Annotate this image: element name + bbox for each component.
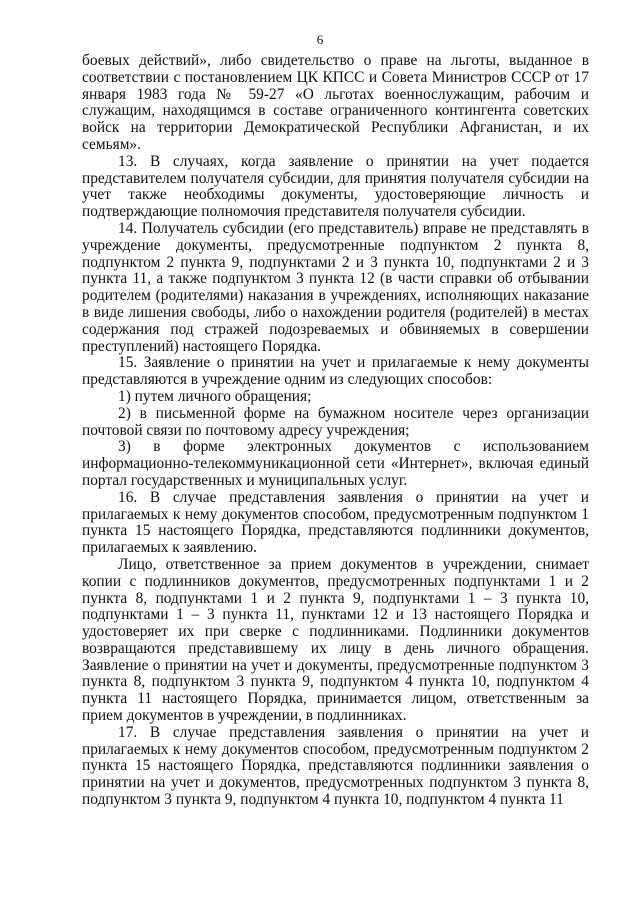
- document-body: [82, 53, 589, 809]
- paragraph-14: 14. Получатель субсидии (его представитель) вправе не представлять в учреждение документы, предусмотренные подпунктом 2 пункта 8, подпунктом 2 пункта 9, подпунктами 2 и 3 пункта 10, подпунктами 2 и 3 пункта 11, а также подпунктом 3 пункта 12 (в части справки об отбывании родителем (родителями) наказания в учреждениях, исполняющих наказание в виде лишения свободы, либо о нахождении родителя (родителей) в местах содержания под стражей подозреваемых и обвиняемых в совершении преступлений) настоящего Порядка.: [82, 219, 589, 355]
- paragraph-15-item-1: 1) путем личного обращения;: [118, 387, 312, 405]
- paragraph-15: 15. Заявление о принятии на учет и прилагаемые к нему документы представляются в учреждение одним из следующих способов:: [82, 354, 589, 389]
- paragraph-16-continued: Лицо, ответственное за прием документов в учреждении, снимает копии с подлинников документов, предусмотренных подпунктами 1 и 2 пункта 8, подпунктами 1 и 2 пункта 9, подпунктами 1 – 3 пункта 10, подпунктами 1 – 3 пункта 11, пунктами 12 и 13 настоящего Порядка и удостоверяет их при сверке с подлинниками. Подлинники документов возвращаются представившему их лицу в день личного обращения. Заявление о принятии на учет и документы, предусмотренные подпунктом 3 пункта 8, подпунктом 3 пункта 9, подпунктом 4 пункта 10, подпунктом 4 пункта 11 настоящего Порядка, принимается лицом, ответственным за прием документов в учреждении, в подлинниках.: [82, 555, 589, 725]
- paragraph-16: 16. В случае представления заявления о принятии на учет и прилагаемых к нему документов способом, предусмотренным подпунктом 1 пункта 15 настоящего Порядка, представляются подлинники документов, прилагаемых к заявлению.: [82, 488, 589, 557]
- paragraph-15-item-2: 2) в письменной форме на бумажном носителе через организации почтовой связи по почтовому адресу учреждения;: [82, 404, 589, 439]
- paragraph-17: 17. В случае представления заявления о принятии на учет и прилагаемых к нему документов способом, предусмотренным подпунктом 2 пункта 15 настоящего Порядка, представляются подлинники заявления о принятии на учет и документов, предусмотренных подпунктом 3 пункта 8, подпунктом 3 пункта 9, подпунктом 4 пункта 10, подпунктом 4 пункта 11: [82, 723, 589, 809]
- paragraph-13: 13. В случаях, когда заявление о принятии на учет подается представителем получателя субсидии, для принятия получателя субсидии на учет также необходимы документы, удостоверяющие личность и подтверждающие полномочия представителя получателя субсидии.: [82, 152, 589, 221]
- paragraph-15-item-3: 3) в форме электронных документов с использованием информационно-телекоммуникационной сети «Интернет», включая единый портал государственных и муниципальных услуг.: [82, 438, 589, 489]
- paragraph-continuation: боевых действий», либо свидетельство о праве на льготы, выданное в соответствии с постановлением ЦК КПСС и Совета Министров СССР от 17 января 1983 года № 59-27 «О льготах военнослужащим, рабочим и служащим, находящимся в составе ограниченного контингента советских войск на территории Демократической Республики Афганистан, и их семьям».: [82, 52, 589, 153]
- page-number: 6: [316, 32, 324, 47]
